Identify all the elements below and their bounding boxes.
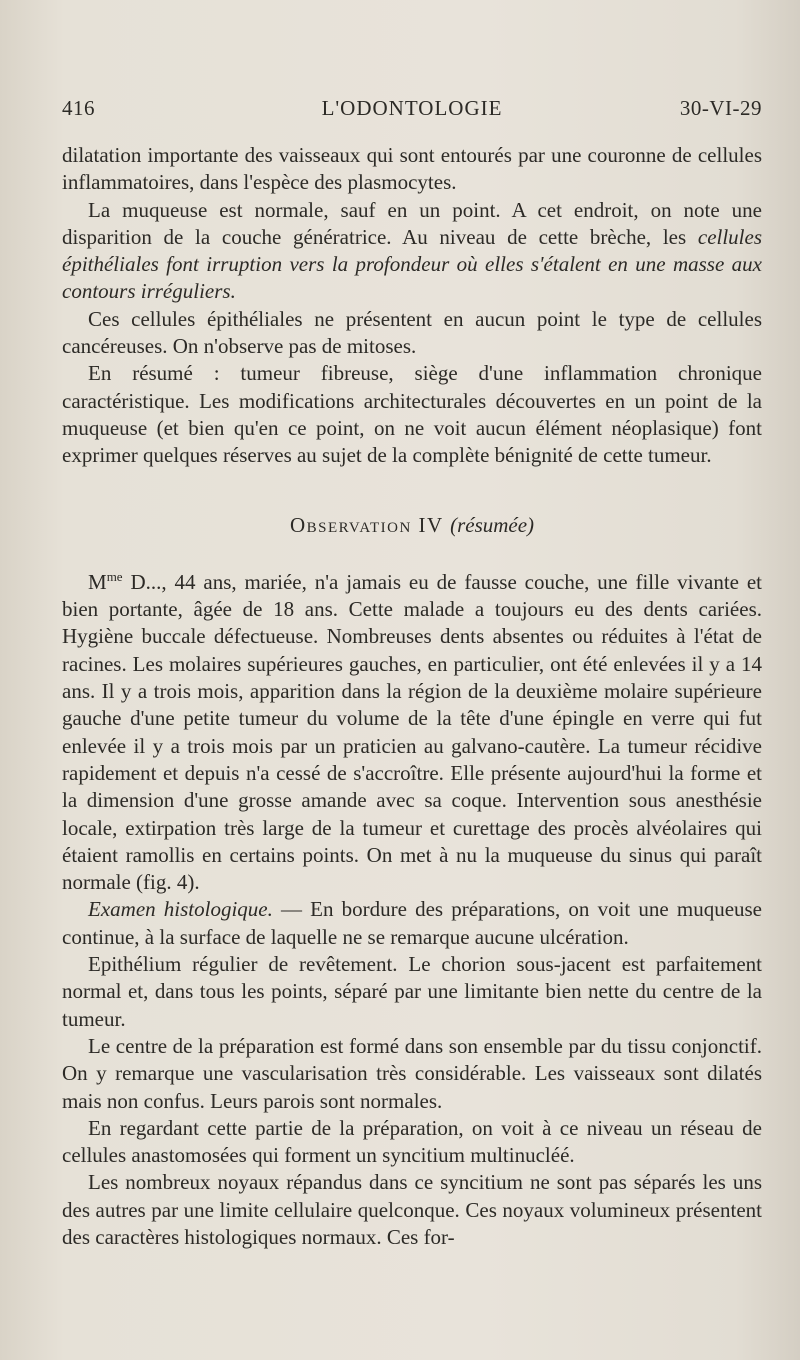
issue-date: 30-VI-29 [679, 96, 762, 120]
paragraph-7: Epithélium régulier de revêtement. Le chorion sous-jacent est parfaitement normal et, dans tous les points, séparé par une limitante bien nette du centre de la tumeur. [62, 952, 762, 1031]
section-subtitle: (résumée) [450, 512, 535, 537]
paragraph-10: Les nombreux noyaux répandus dans ce syncitium ne sont pas séparés les uns des autres par une limite cellulaire quelconque. Ces noyaux volumineux présentent des caractères histologiques normaux. Ces for- [62, 1170, 762, 1249]
paragraph-8: Le centre de la préparation est formé dans son ensemble par du tissu conjonctif. On y remarque une vascularisation très considérable. Les vaisseaux sont dilatés mais non confus. Leurs parois sont normales. [62, 1033, 762, 1113]
italic-passage: cellules épithéliales font irruption vers la profondeur où elles s'étalent en une masse aux contours irréguliers. [62, 224, 763, 304]
paragraph-4: En résumé : tumeur fibreuse, siège d'une inflammation chronique caractéristique. Les modifications architecturales découvertes en un point de la muqueuse (et bien qu'en ce point, on ne voit aucun élément néoplasique) font exprimer quelques réserves au sujet de la complète bénignité de cette tumeur. [62, 361, 762, 468]
page-number: 416 [62, 96, 95, 120]
paragraph-6: Examen histologique. — En bordure des préparations, on voit une muqueuse continue, à la surface de laquelle ne se remarque aucune ulcération. [62, 897, 763, 949]
running-header [62, 96, 762, 128]
paragraph-5: $M^{me}$ D..., 44 ans, mariée, n'a jamais eu de fausse couche, une fille vivante et bien portante, âgée de 18 ans. Cette malade a toujours eu des dents cariées. Hygiène buccale défectueuse. Nombreuses dents absentes ou réduites à l'état de racines. Les molaires supérieures gauches, en particulier, ont été enlevées il y a 14 ans. Il y a trois mois, apparition dans la région de la deuxième molaire supérieure gauche d'une petite tumeur du volume de la tête d'une épingle en verre qui fut enlevée il y a trois mois par un praticien au galvano-cautère. La tumeur récidive rapidement et depuis n'a cessé de s'accroître. Elle présente aujourd'hui la forme et la dimension d'une grosse amande avec sa coque. Intervention sous anesthésie locale, extirpation très large de la tumeur et curettage des procès alvéolaires qui étaient ramollis en certains points. On met à nu la muqueuse du sinus qui paraît normale (fig. 4). [62, 568, 763, 895]
paragraph-3: Ces cellules épithéliales ne présentent en aucun point le type de cellules cancéreuses. On n'observe pas de mitoses. [62, 306, 762, 359]
paragraph-1: dilatation importante des vaisseaux qui sont entourés par une couronne de cellules inflammatoires, dans l'espèce des plasmocytes. [62, 143, 762, 195]
section-heading: Observation IV (résumée) [289, 512, 535, 537]
paragraph-9: En regardant cette partie de la préparation, on voit à ce niveau un réseau de cellules anastomosées qui forment un syncitium multinucléé. [62, 1115, 762, 1168]
italic-heading: Examen histologique. [88, 897, 273, 922]
paragraph-2: La muqueuse est normale, sauf en un point. A cet endroit, on note une disparition de la couche génératrice. Au niveau de cette brèche, les cellules épithéliales font irruption vers la profondeur où elles s'étalent en une masse aux contours irréguliers. [62, 197, 763, 304]
journal-title: L'ODONTOLOGIE [321, 96, 503, 120]
body-text [62, 142, 762, 1251]
